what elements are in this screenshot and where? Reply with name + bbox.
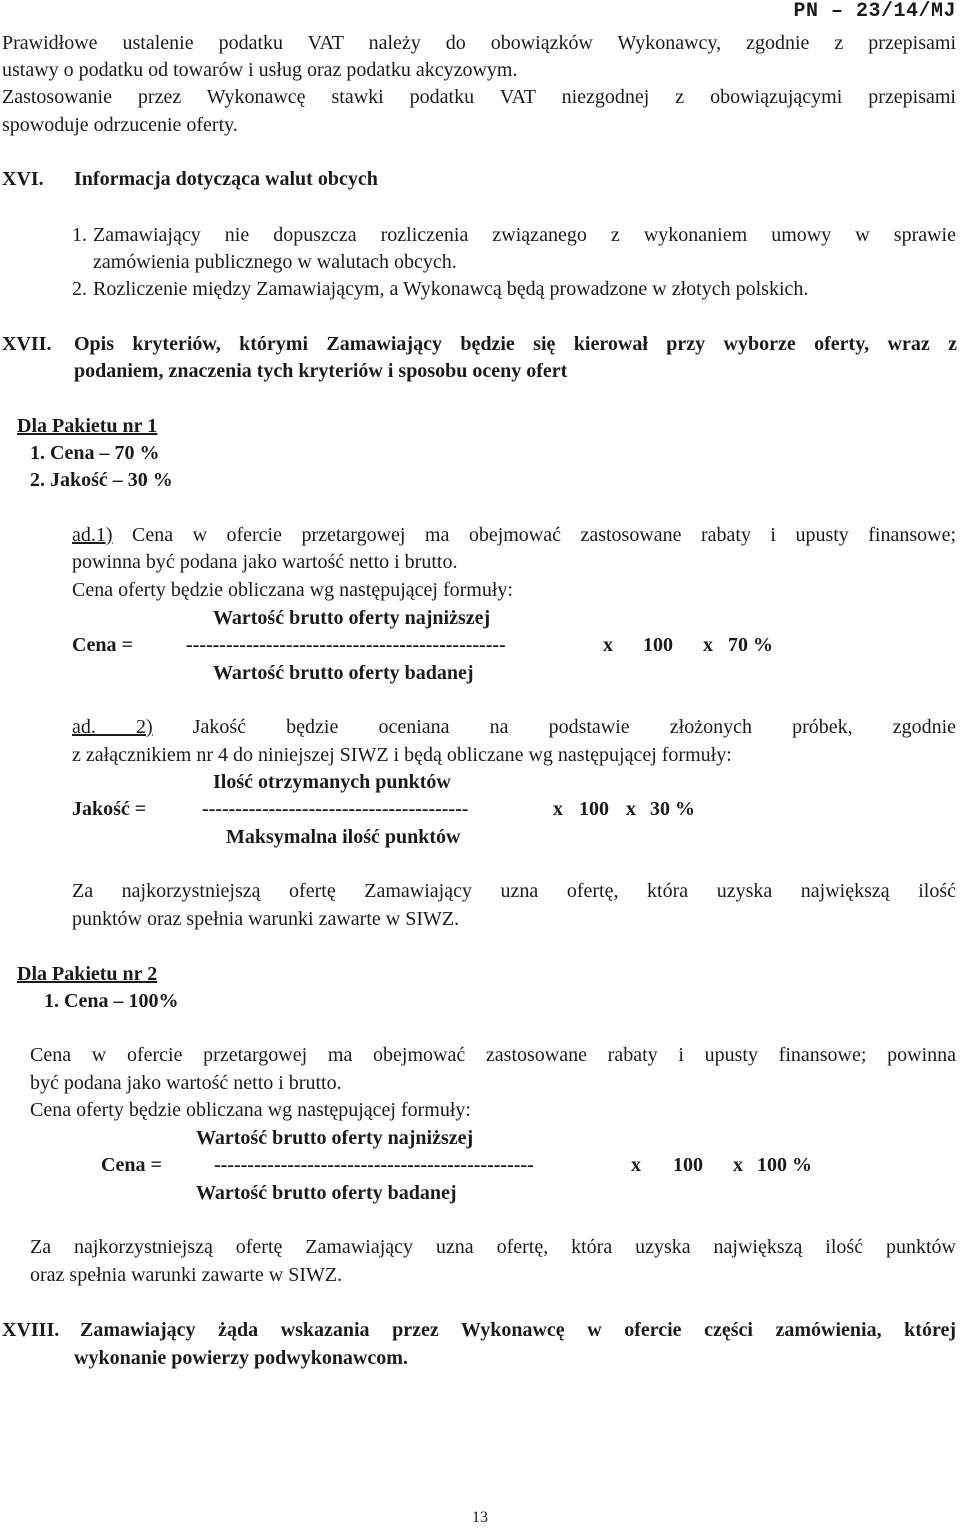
formula-1-label: Cena = [72,634,133,656]
document-id: PN – 23/14/MJ [793,0,956,23]
pakiet-2-line-3: Cena oferty będzie obliczana wg następującej formuły: [30,1099,471,1121]
pakiet-2-line-1: Cena w ofercie przetargowej ma obejmować zastosowane rabaty i upusty finansowe; powinna [30,1044,956,1066]
pakiet-1-criterion-1: 1. Cena – 70 % [30,442,160,464]
pakiet-2-line-2: być podana jako wartość netto i brutto. [30,1072,342,1094]
section-16-item-1-line-1: Zamawiający nie dopuszcza rozliczenia związanego z wykonaniem umowy w sprawie [93,224,956,246]
formula-1-numerator: Wartość brutto oferty najniższej [213,607,491,629]
intro-line-3: Zastosowanie przez Wykonawcę stawki podatku VAT niezgodnej z obowiązującymi przepisami [2,86,956,108]
section-16-title: Informacja dotycząca walut obcych [74,168,378,190]
pakiet-2-criterion-1: 1. Cena – 100% [44,990,179,1012]
formula-3-numerator: Wartość brutto oferty najniższej [196,1127,474,1149]
ad-1-line-1 [72,522,956,549]
formula-2-fraction-line: ---------------------------------------- [202,798,469,820]
ad-2-line-1 [72,714,956,741]
ad-1-line-3: Cena oferty będzie obliczana wg następującej formuły: [72,579,513,601]
section-18-title-line-1: Zamawiający żąda wskazania przez Wykonawcę w ofercie części zamówienia, której [80,1319,956,1341]
section-17-title-line-1: Opis kryteriów, którymi Zamawiający będzie się kierował przy wyborze oferty, wraz z [74,333,957,355]
pakiet-1-criterion-2: 2. Jakość – 30 % [30,469,173,491]
formula-2-label: Jakość = [72,798,147,820]
formula-1-fraction-line: ------------------------------------------------ [186,634,506,656]
section-16-number: XVI. [2,168,44,190]
pakiet-2-conclusion-line-2: oraz spełnia warunki zawarte w SIWZ. [30,1264,343,1286]
formula-3-label: Cena = [101,1154,162,1176]
intro-line-1: Prawidłowe ustalenie podatku VAT należy do obowiązków Wykonawcy, zgodnie z przepisami [2,32,956,54]
formula-1-percent: 70 % [728,634,773,656]
formula-3-hundred: 100 [673,1154,703,1176]
ad-1-text: Cena w ofercie przetargowej ma obejmować zastosowane rabaty i upusty finansowe; [132,524,957,546]
formula-3-fraction-line: ------------------------------------------------ [214,1154,534,1176]
formula-2-multiply-2: x [626,798,636,820]
formula-2-multiply-1: x [553,798,563,820]
formula-3-percent: 100 % [757,1154,812,1176]
section-17-title-line-2: podaniem, znaczenia tych kryteriów i sposobu oceny ofert [74,360,568,382]
ad-2-prefix: ad. 2) [72,716,153,738]
intro-line-2: ustawy o podatku od towarów i usług oraz podatku akcyzowym. [2,59,518,81]
formula-2-denominator: Maksymalna ilość punktów [226,826,461,848]
formula-2-percent: 30 % [650,798,695,820]
formula-1-multiply-2: x [703,634,713,656]
formula-2-hundred: 100 [579,798,609,820]
pakiet-2-conclusion-line-1: Za najkorzystniejszą ofertę Zamawiający uzna ofertę, która uzyska największą ilość punktów [30,1236,956,1258]
pakiet-1-conclusion-line-2: punktów oraz spełnia warunki zawarte w SIWZ. [72,908,460,930]
section-16-item-1-line-2: zamówienia publicznego w walutach obcych. [93,251,457,273]
section-18-number: XVIII. [2,1319,60,1341]
pakiet-1-heading: Dla Pakietu nr 1 [17,415,158,437]
pakiet-1-conclusion-line-1: Za najkorzystniejszą ofertę Zamawiający uzna ofertę, która uzyska największą ilość [72,880,956,902]
formula-2-numerator: Ilość otrzymanych punktów [213,771,451,793]
section-16-item-2-line-1: Rozliczenie między Zamawiającym, a Wykonawcą będą prowadzone w złotych polskich. [93,278,809,300]
ad-1-line-2: powinna być podana jako wartość netto i brutto. [72,551,458,573]
section-16-item-1-number: 1. [72,224,87,246]
formula-3-multiply-1: x [631,1154,641,1176]
formula-3-multiply-2: x [733,1154,743,1176]
formula-1-hundred: 100 [643,634,673,656]
pakiet-2-heading: Dla Pakietu nr 2 [17,963,158,985]
ad-1-prefix: ad.1) [72,524,113,546]
section-16-item-2-number: 2. [72,278,87,300]
section-18-title-line-2: wykonanie powierzy podwykonawcom. [74,1347,408,1369]
page-number: 13 [472,1509,488,1526]
section-17-number: XVII. [2,333,52,355]
ad-2-text: Jakość będzie oceniana na podstawie złożonych próbek, zgodnie [192,716,957,738]
intro-line-4: spowoduje odrzucenie oferty. [2,114,238,136]
formula-3-denominator: Wartość brutto oferty badanej [196,1182,457,1204]
ad-2-line-2: z załącznikiem nr 4 do niniejszej SIWZ i będą obliczane wg następującej formuły: [72,744,732,766]
formula-1-denominator: Wartość brutto oferty badanej [213,662,474,684]
formula-1-multiply-1: x [603,634,613,656]
